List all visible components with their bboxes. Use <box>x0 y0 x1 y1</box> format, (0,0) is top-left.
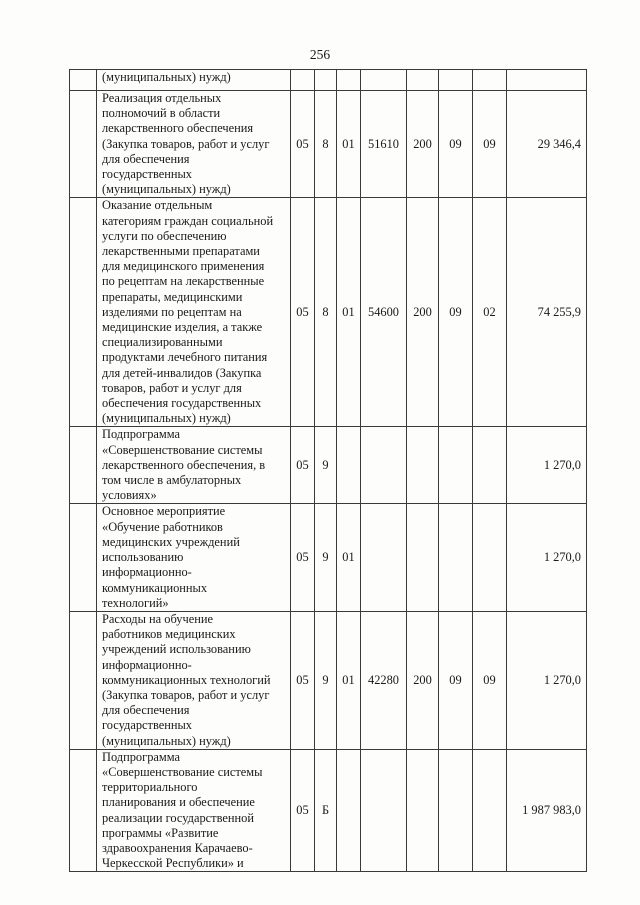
row-number-cell <box>70 427 97 504</box>
subsection-code-cell: 09 <box>473 611 507 749</box>
table-row <box>70 504 587 611</box>
section-code-cell <box>439 427 473 504</box>
amount-cell: 1 987 983,0 <box>507 749 587 872</box>
program-code-cell: 05 <box>291 91 315 198</box>
direction-code-cell: 54600 <box>361 198 407 427</box>
budget-table <box>69 69 587 872</box>
subprogram-code-cell: 9 <box>315 611 337 749</box>
expense-type-cell: 200 <box>407 198 439 427</box>
description-cell: (муниципальных) нужд) <box>97 70 291 91</box>
subprogram-code-cell: 9 <box>315 427 337 504</box>
row-number-cell <box>70 611 97 749</box>
section-code-cell: 09 <box>439 91 473 198</box>
expense-type-cell: 200 <box>407 611 439 749</box>
direction-code-cell: 42280 <box>361 611 407 749</box>
amount-cell <box>507 70 587 91</box>
row-number-cell <box>70 91 97 198</box>
table-row <box>70 427 587 504</box>
expense-type-cell: 200 <box>407 91 439 198</box>
section-code-cell <box>439 70 473 91</box>
subsection-code-cell: 09 <box>473 91 507 198</box>
activity-code-cell: 01 <box>337 91 361 198</box>
subprogram-code-cell: 8 <box>315 91 337 198</box>
direction-code-cell <box>361 504 407 611</box>
description-cell: Оказание отдельным категориям граждан социальной услуги по обеспечению лекарственными препаратами для медицинского применения по рецептам на лекарственные препараты, медицинскими изделиями по рецептам на медицинские изделия, а также специализированными продуктами лечебного питания для детей-инвалидов (Закупка товаров, работ и услуг для обеспечения государственных (муниципальных) нужд) <box>97 198 291 427</box>
subprogram-code-cell: 8 <box>315 198 337 427</box>
activity-code-cell: 01 <box>337 198 361 427</box>
amount-cell: 29 346,4 <box>507 91 587 198</box>
amount-cell: 74 255,9 <box>507 198 587 427</box>
section-code-cell: 09 <box>439 611 473 749</box>
description-cell: Расходы на обучение работников медицинских учреждений использованию информационно- коммуникационных технологий (Закупка товаров, работ и услуг для обеспечения государственных (муниципальных) нужд) <box>97 611 291 749</box>
expense-type-cell <box>407 427 439 504</box>
direction-code-cell <box>361 70 407 91</box>
row-number-cell <box>70 198 97 427</box>
table-row <box>70 611 587 749</box>
expense-type-cell <box>407 70 439 91</box>
row-number-cell <box>70 504 97 611</box>
program-code-cell: 05 <box>291 504 315 611</box>
program-code-cell: 05 <box>291 749 315 872</box>
amount-cell: 1 270,0 <box>507 427 587 504</box>
subsection-code-cell <box>473 749 507 872</box>
section-code-cell <box>439 749 473 872</box>
program-code-cell: 05 <box>291 611 315 749</box>
amount-cell: 1 270,0 <box>507 611 587 749</box>
program-code-cell: 05 <box>291 427 315 504</box>
table-row <box>70 91 587 198</box>
subsection-code-cell: 02 <box>473 198 507 427</box>
description-cell: Подпрограмма «Совершенствование системы территориального планирования и обеспечение реализации государственной программы «Развитие здравоохранения Карачаево- Черкесской Республики» и <box>97 749 291 872</box>
activity-code-cell <box>337 749 361 872</box>
table-row <box>70 749 587 872</box>
subprogram-code-cell: Б <box>315 749 337 872</box>
subsection-code-cell <box>473 427 507 504</box>
program-code-cell: 05 <box>291 198 315 427</box>
amount-cell: 1 270,0 <box>507 504 587 611</box>
table-body <box>70 70 587 872</box>
expense-type-cell <box>407 749 439 872</box>
table-row <box>70 70 587 91</box>
subprogram-code-cell <box>315 70 337 91</box>
subprogram-code-cell: 9 <box>315 504 337 611</box>
row-number-cell <box>70 749 97 872</box>
subsection-code-cell <box>473 70 507 91</box>
direction-code-cell <box>361 427 407 504</box>
activity-code-cell: 01 <box>337 504 361 611</box>
subsection-code-cell <box>473 504 507 611</box>
activity-code-cell <box>337 427 361 504</box>
expense-type-cell <box>407 504 439 611</box>
program-code-cell <box>291 70 315 91</box>
description-cell: Подпрограмма «Совершенствование системы лекарственного обеспечения, в том числе в амбулаторных условиях» <box>97 427 291 504</box>
direction-code-cell: 51610 <box>361 91 407 198</box>
activity-code-cell: 01 <box>337 611 361 749</box>
table-row <box>70 198 587 427</box>
activity-code-cell <box>337 70 361 91</box>
description-cell: Реализация отдельных полномочий в области лекарственного обеспечения (Закупка товаров, работ и услуг для обеспечения государственных (муниципальных) нужд) <box>97 91 291 198</box>
section-code-cell <box>439 504 473 611</box>
direction-code-cell <box>361 749 407 872</box>
description-cell: Основное мероприятие «Обучение работников медицинских учреждений использованию информационно- коммуникационных технологий» <box>97 504 291 611</box>
row-number-cell <box>70 70 97 91</box>
page-number: 256 <box>309 47 331 62</box>
section-code-cell: 09 <box>439 198 473 427</box>
